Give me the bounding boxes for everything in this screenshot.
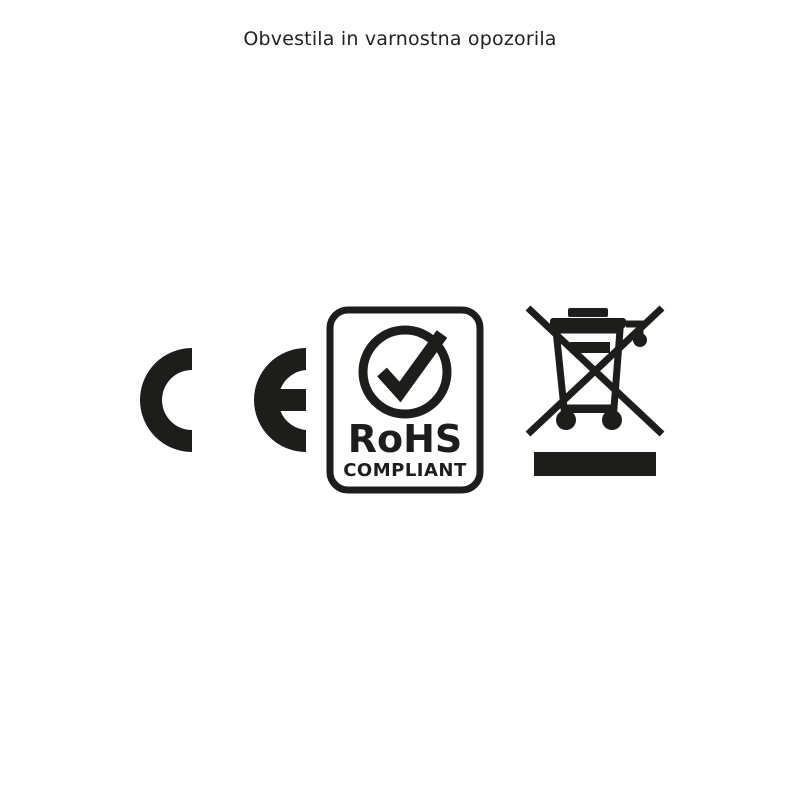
compliance-symbol-row (100, 300, 700, 500)
rohs-compliant-label: COMPLIANT (343, 460, 467, 481)
weee-crossed-bin-icon (520, 300, 670, 500)
page-title: Obvestila in varnostna opozorila (243, 28, 557, 50)
ce-mark-icon (110, 300, 310, 500)
rohs-compliant-icon (320, 300, 490, 500)
rohs-label: RoHS (347, 417, 463, 461)
